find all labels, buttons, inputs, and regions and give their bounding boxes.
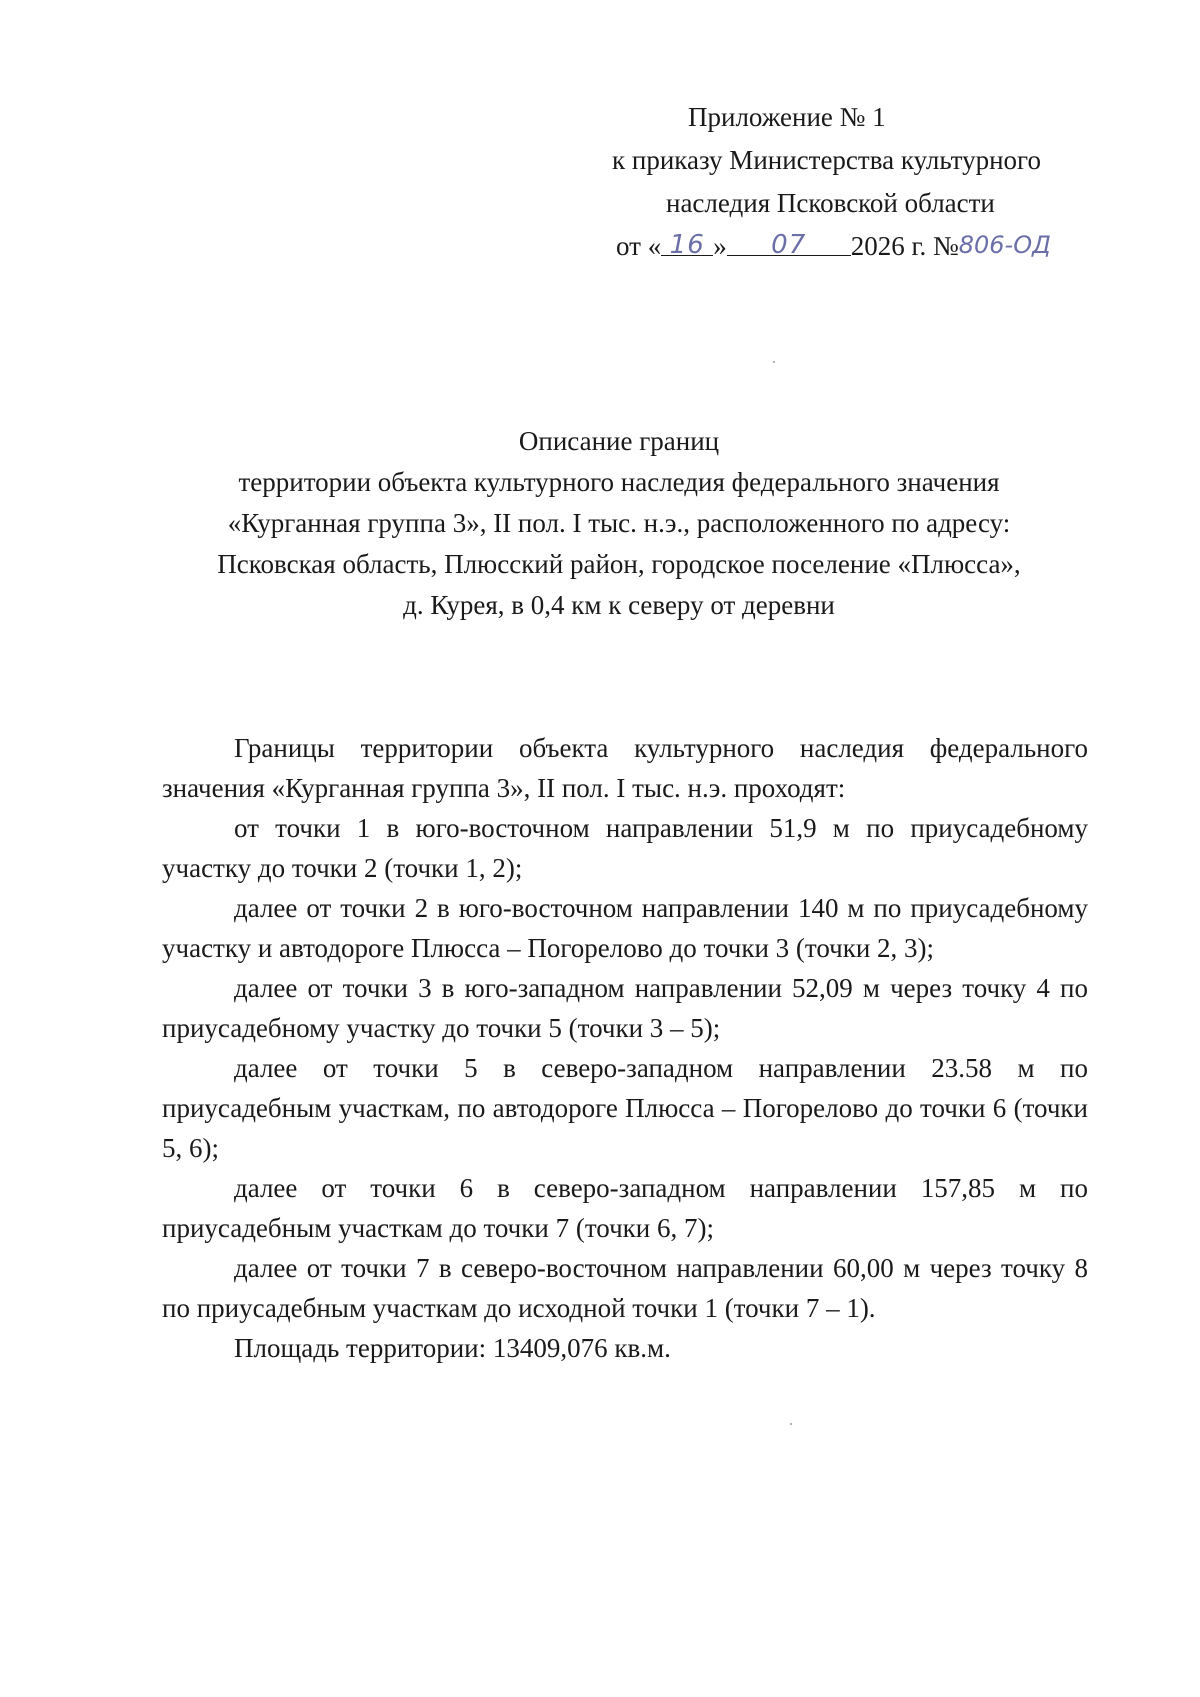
body-paragraph-segment-2: далее от точки 2 в юго-восточном направлении 140 м по приусадебному участку и автодороге Плюсса – Погорелово до точки 3 (точки 2, 3); (162, 893, 1088, 963)
appendix-date-line (550, 225, 1110, 268)
title-line-5: д. Курея, в 0,4 км к северу от деревни (403, 590, 835, 620)
body-paragraph-intro: Границы территории объекта культурного наследия федерального значения «Курганная группа 3», II пол. I тыс. н.э. проходят: (162, 733, 1088, 803)
document-body (162, 728, 1088, 1368)
body-paragraph-area: Площадь территории: 13409,076 кв.м. (234, 1333, 671, 1363)
date-prefix: от « (616, 231, 662, 261)
title-line-2: территории объекта культурного наследия федерального значения (238, 467, 1000, 497)
date-month-field (727, 225, 851, 260)
date-month-handwritten: 07 (771, 230, 807, 260)
scan-speck (790, 1423, 792, 1425)
appendix-header (550, 96, 1110, 268)
date-year: 2026 г. № (850, 231, 959, 261)
body-paragraph-segment-6: далее от точки 7 в северо-восточном направлении 60,00 м через точку 8 по приусадебным участкам до исходной точки 1 (точки 7 – 1). (162, 1253, 1088, 1323)
title-line-4: Псковская область, Плюсский район, городское поселение «Плюсса», (217, 549, 1021, 579)
date-mid: » (713, 231, 727, 261)
appendix-number: Приложение № 1 (688, 102, 886, 132)
body-paragraph-segment-1: от точки 1 в юго-восточном направлении 51,9 м по приусадебному участку до точки 2 (точки 1, 2); (162, 813, 1088, 883)
body-paragraph-segment-5: далее от точки 6 в северо-западном направлении 157,85 м по приусадебным участкам до точки 7 (точки 6, 7); (162, 1173, 1088, 1243)
title-line-1: Описание границ (518, 426, 720, 456)
date-day-field (661, 225, 713, 260)
order-number-field (958, 225, 1051, 259)
body-paragraph-segment-4: далее от точки 5 в северо-западном направлении 23.58 м по приусадебным участкам, по автодороге Плюсса – Погорелово до точки 6 (точки 5, 6); (162, 1053, 1088, 1163)
document-title (150, 421, 1088, 626)
date-day-handwritten: 16 (669, 230, 705, 260)
appendix-order-ref: к приказу Министерства культурного (612, 145, 1041, 175)
appendix-ministry: наследия Псковской области (666, 188, 995, 218)
title-line-3: «Курганная группа 3», II пол. I тыс. н.э., расположенного по адресу: (227, 508, 1011, 538)
order-number-handwritten: 806-ОД (958, 231, 1051, 259)
scan-speck (773, 361, 775, 363)
body-paragraph-segment-3: далее от точки 3 в юго-западном направлении 52,09 м через точку 4 по приусадебному участку до точки 5 (точки 3 – 5); (162, 973, 1088, 1043)
